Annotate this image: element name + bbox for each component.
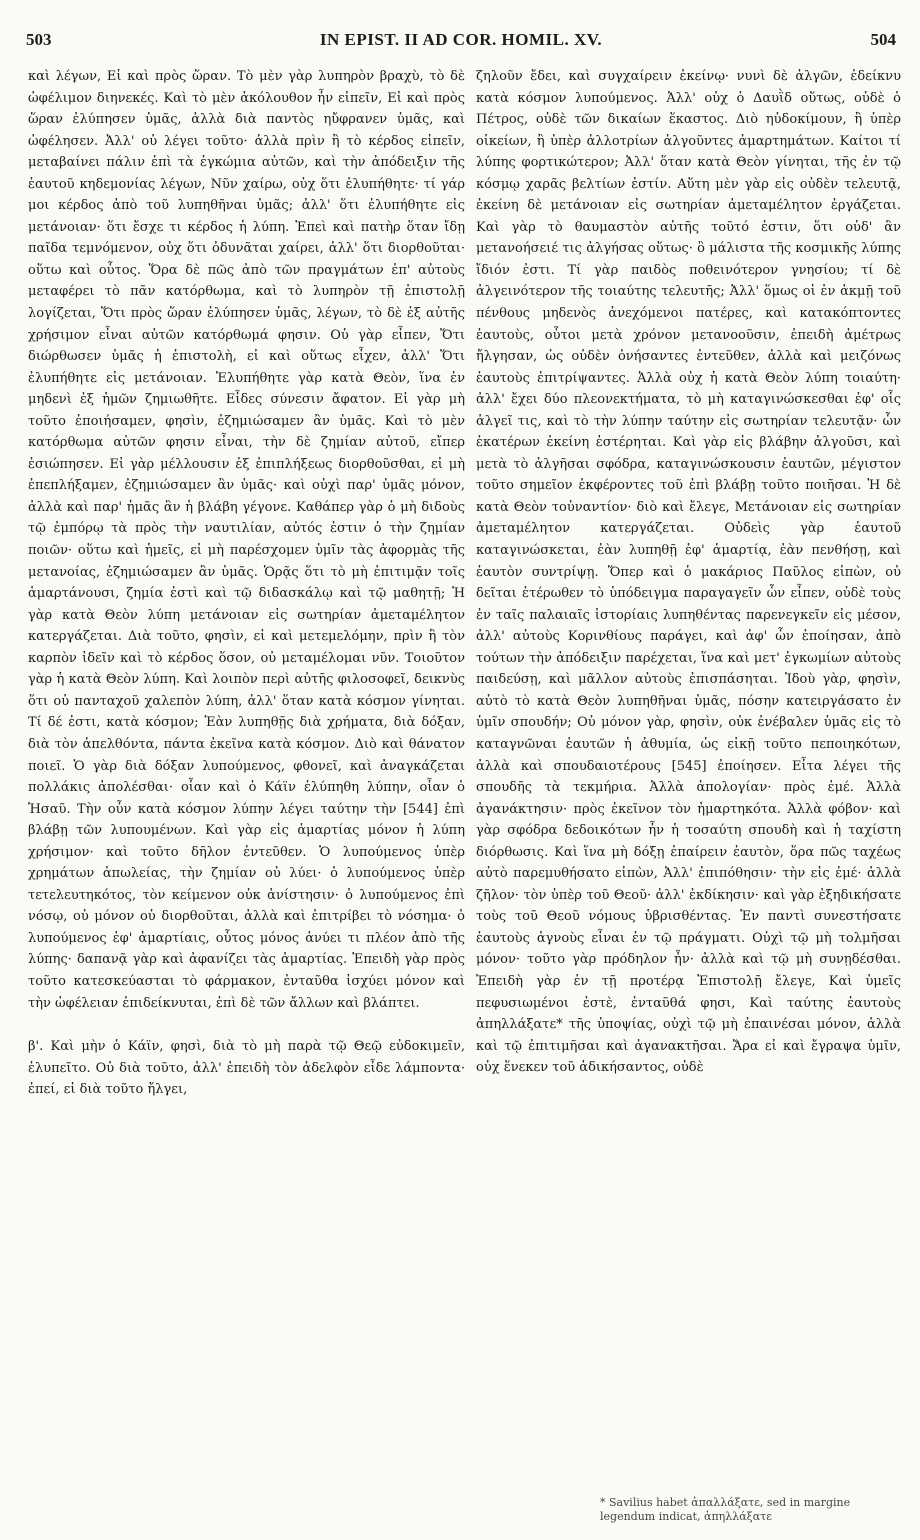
page-number-right: 504: [870, 30, 896, 49]
right-column: [476, 66, 901, 1079]
footnote: * Savilius habet ἀπαλλάξατε, sed in margine legendum indicat, ἀπηλλάξατε: [600, 1496, 851, 1523]
left-paragraph-2: β'. Καὶ μὴν ὁ Κάϊν, φησὶ, διὰ τὸ μὴ παρὰ τῷ Θεῷ εὐδοκιμεῖν, ἐλυπεῖτο. Οὐ διὰ τοῦτο, ἀλλ' ἐπειδὴ τὸν ἀδελφὸν εἶδε λάμποντα· ἐπεί, εἰ διὰ τοῦτο ἤλγει,: [28, 1039, 465, 1098]
page-number-left: 503: [26, 30, 52, 49]
right-paragraph-1: ζηλοῦν ἔδει, καὶ συγχαίρειν ἐκείνῳ· νυνὶ δὲ ἀλγῶν, ἐδείκνυ κατὰ κόσμον λυπούμενος. Ἀλλ' οὐχ ὁ Δαυῒδ οὕτως, οὐδὲ ὁ Πέτρος, οὐδὲ τῶν δικαίων ἕκαστος. Διὸ ηὐδοκίμουν, ἢ ὑπὲρ οἰκείων, ἢ ὑπὲρ ἀλλοτρίων ἀλγοῦντες ἁμαρτημάτων. Καίτοι τί λύπης φορτικώτερον; Ἀλλ' ὅταν κατὰ Θεὸν γίνηται, τῆς ἐν τῷ κόσμῳ χαρᾶς βελτίων ἐστίν. Αὕτη μὲν γὰρ εἰς οὐδὲν τελευτᾷ, ἐκείνη δὲ μετάνοιαν εἰς σωτηρίαν ἀμεταμέλητον ἐργάζεται. Καὶ γὰρ τὸ θαυμαστὸν αὐτῆς τοῦτό ἐστιν, ὅτι οὐδ' ἂν μετανοήσειέ τις ἀλγήσας οὕτως· ὃ μάλιστα τῆς κοσμικῆς λύπης ἴδιόν ἐστι. Τί γὰρ παιδὸς ποθεινότερον γνησίου; τί δὲ ἀλγεινότερον τῆς τοιαύτης τελευτῆς; Ἀλλ' ὅμως οἱ ἐν ἀκμῇ τοῦ πένθους μηδενὸς ἀνεχόμενοι πατέρες, καὶ κατακόπτοντες ἑαυτοὺς, οὗτοι μετὰ χρόνον μετανοοῦσιν, ἐπειδὴ ἀμέτρως ἤλγησαν, ὡς οὐδὲν ὀνήσαντες ἐντεῦθεν, ἀλλὰ καὶ μειζόνως ἑαυτοὺς ἐπιτρίψαντες. Ἀλλὰ οὐχ ἡ κατὰ Θεὸν λύπη τοιαύτη· ἀλλ' ἔχει δύο πλεονεκτήματα, τὸ μὴ καταγινώσκεσθαι ἐφ' οἷς ἀλγεῖ τις, καὶ τὸ τὴν λύπην ταύτην εἰς σωτηρίαν τελευτᾷν· ὧν ἑκατέρων ἐκείνη ἐστέρηται. Καὶ γὰρ εἰς βλάβην ἀλγοῦσι, καὶ μετὰ τὸ ἀλγῆσαι σφόδρα, καταγινώσκουσιν ἑαυτῶν, μέγιστον τοῦτο σημεῖον ἐκφέροντες τοῦ ἐπὶ βλάβῃ τοῦτο ποιῆσαι. Ἡ δὲ κατὰ Θεὸν τοὐναντίον· διὸ καὶ ἔλεγε, Μετάνοιαν εἰς σωτηρίαν ἀμεταμέλητον κατεργάζεται. Οὐδεὶς γὰρ ἑαυτοῦ καταγινώσκεται, ἐὰν λυπηθῇ ἐφ' ἁμαρτίᾳ, ἐὰν πενθήσῃ, καὶ ἑαυτὸν συντρίψῃ. Ὅπερ καὶ ὁ μακάριος Παῦλος εἰπὼν, οὐ δεῖται ἑτέρωθεν τὸ ὑπόδειγμα παραγαγεῖν ὧν εἶπεν, οὐδὲ τοὺς ἐν ταῖς παλαιαῖς ἱστορίαις λυπηθέντας παρενεγκεῖν εἰς μέσον, ἀλλ' αὐτοὺς Κορινθίους παράγει, καὶ ἀφ' ὧν ἐποίησαν, ἀπὸ τούτων τὴν ἀπόδειξιν παρέχεται, ἵνα καὶ μετ' ἐγκωμίων αὐτοὺς παιδεύσῃ, καὶ μᾶλλον αὐτοὺς ἐπισπάσηται. Ἰδοὺ γὰρ, φησὶν, αὐτὸ τὸ κατὰ Θεὸν λυπηθῆναι ὑμᾶς, πόσην κατειργάσατο ἐν ὑμῖν σπουδήν; Οὐ μόνον γὰρ, φησὶν, οὐκ ἐνέβαλεν ὑμᾶς εἰς τὸ καταγνῶναι ἑαυτῶν ἡ ἀθυμία, ὡς εἰκῇ τοῦτο πεποιηκότων, ἀλλὰ καὶ σπουδαιοτέρους [545] ἐποίησεν. Εἶτα λέγει τῆς σπουδῆς τὰ τεκμήρια. Ἀλλὰ ἀπολογίαν· πρὸς ἐμέ. Ἀλλὰ ἀγανάκτησιν· πρὸς ἐκεῖνον τὸν ἡμαρτηκότα. Ἀλλὰ φόβον· καὶ γὰρ σφόδρα δεδοικότων ἦν ἡ τοσαύτη σπουδὴ καὶ ἡ ταχίστη διόρθωσις. Καὶ ἵνα μὴ δόξῃ ἐπαίρειν ἑαυτὸν, ὅρα πῶς ταχέως αὐτὸ παρεμυθήσατο εἰπὼν, Ἀλλ' ἐπιπόθησιν· τὴν εἰς ἐμέ· ἀλλὰ ζῆλον· τὸν ὑπὲρ τοῦ Θεοῦ· ἀλλ' ἐκδίκησιν· καὶ γὰρ ἐξηδικήσατε τοὺς τοῦ Θεοῦ νόμους ὑβρισθέντας. Ἐν παντὶ συνεστήσατε ἑαυτοὺς ἁγνοὺς εἶναι ἐν τῷ πράγματι. Οὐχὶ τῷ μὴ τολμῆσαι μόνον· τοῦτο γὰρ πρόδηλον ἦν· ἀλλὰ καὶ τῷ μὴ συνῃδέσθαι. Ἐπειδὴ γὰρ ἐν τῇ προτέρᾳ Ἐπιστολῇ ἔλεγε, Καὶ ὑμεῖς πεφυσιωμένοι ἐστὲ, ἐνταῦθά φησι, Καὶ ταύτης ἑαυτοὺς ἀπηλλάξατε* τῆς ὑποψίας, οὐχὶ τῷ μὴ ἐπαινέσαι μόνον, ἀλλὰ καὶ τῷ ἐπιτιμῆσαι καὶ ἀγανακτῆσαι. Ἄρα εἰ καὶ ἔγραψα ὑμῖν, οὐχ ἕνεκεν τοῦ ἀδικήσαντος, οὐδὲ: [476, 69, 901, 1076]
running-header: [26, 30, 896, 56]
left-column: [28, 66, 465, 1101]
left-paragraph-1: καὶ λέγων, Εἰ καὶ πρὸς ὥραν. Τὸ μὲν γὰρ λυπηρὸν βραχὺ, τὸ δὲ ὠφέλιμον διηνεκές. Καὶ τὸ μὲν ἀκόλουθον ἦν εἰπεῖν, Εἰ καὶ πρὸς ὥραν ἐλύπησεν ὑμᾶς, ἀλλὰ διὰ παντὸς ηὔφρανεν ὑμᾶς, καὶ ὠφέλησεν. Ἀλλ' οὐ λέγει τοῦτο· ἀλλὰ πρὶν ἢ τὸ κέρδος εἰπεῖν, μεταβαίνει πάλιν ἐπὶ τὰ ἐγκώμια αὐτῶν, καὶ τὴν ἀπόδειξιν τῆς ἑαυτοῦ κηδεμονίας λέγων, Νῦν χαίρω, οὐχ ὅτι ἐλυπήθητε· τί γάρ μοι κέρδος ἀπὸ τοῦ λυπηθῆναι ὑμᾶς; ἀλλ' ὅτι ἐλυπήθητε εἰς μετάνοιαν· ὅτι ἔσχε τι κέρδος ἡ λύπη. Ἐπεὶ καὶ πατὴρ ὅταν ἴδῃ παῖδα τεμνόμενον, οὐχ ὅτι ὀδυνᾶται χαίρει, ἀλλ' ὅτι διορθοῦται· οὕτω καὶ οὗτος. Ὅρα δὲ πῶς ἀπὸ τῶν πραγμάτων ἐπ' αὐτοὺς μεταφέρει τὸ πᾶν κατόρθωμα, καὶ τὸ λυπηρὸν τῇ ἐπιστολῇ λογίζεται, Ὅτι πρὸς ὥραν ἐλύπησεν ὑμᾶς, λέγων, τὸ δὲ ἐξ αὐτῆς χρήσιμον εἶναι αὐτῶν κατόρθωμά φησιν. Οὐ γὰρ εἶπεν, Ὅτι διώρθωσεν ὑμᾶς ἡ ἐπιστολὴ, εἰ καὶ οὕτως εἶχεν, ἀλλ' Ὅτι ἐλυπήθητε εἰς μετάνοιαν. Ἐλυπήθητε γὰρ κατὰ Θεὸν, ἵνα ἐν μηδενὶ ἐξ ἡμῶν ζημιωθῆτε. Εἶδες σύνεσιν ἄφατον. Εἰ γὰρ μὴ τοῦτο ἐποιήσαμεν, φησὶν, ἐζημιώσαμεν ἂν ὑμᾶς. Καὶ τὸ μὲν κατόρθωμα αὐτῶν φησιν εἶναι, τὴν δὲ ζημίαν αὐτοῦ, εἴπερ ἐσιώπησεν. Εἰ γὰρ μέλλουσιν ἐξ ἐπιπλήξεως διορθοῦσθαι, εἰ μὴ ἐπεπλήξαμεν, ἐζημιώσαμεν ἂν ὑμᾶς· καὶ οὐχὶ παρ' ὑμᾶς μόνον, ἀλλὰ καὶ παρ' ἡμᾶς ἂν ἡ βλάβη γέγονε. Καθάπερ γὰρ ὁ μὴ διδοὺς τῷ ἐμπόρῳ τὰ πρὸς τὴν ναυτιλίαν, αὐτός ἐστιν ὁ τὴν ζημίαν ποιῶν· οὕτω καὶ ἡμεῖς, εἰ μὴ παρέσχομεν ὑμῖν τὰς ἀφορμὰς τῆς μετανοίας, ἐζημιώσαμεν ἂν ὑμᾶς. Ὁρᾷς ὅτι τὸ μὴ ἐπιτιμᾷν τοῖς ἁμαρτάνουσι, ζημία ἐστὶ καὶ τῷ διδασκάλῳ καὶ τῷ μαθητῇ; Ἡ γὰρ κατὰ Θεὸν λύπη μετάνοιαν εἰς σωτηρίαν ἀμεταμέλητον κατεργάζεται. Διὰ τοῦτο, φησὶν, εἰ καὶ μετεμελόμην, πρὶν ἢ τὸν καρπὸν ἰδεῖν καὶ τὸ κέρδος ὅσον, οὐ μεταμέλομαι νῦν. Τοιοῦτον γὰρ ἡ κατὰ Θεὸν λύπη. Καὶ λοιπὸν περὶ αὐτῆς φιλοσοφεῖ, δεικνὺς ὅτι οὐ πανταχοῦ χαλεπὸν λύπη, ἀλλ' ὅταν κατὰ κόσμον γίνηται. Τί δέ ἐστι, κατὰ κόσμον; Ἐὰν λυπηθῇς διὰ χρήματα, διὰ δόξαν, διὰ τὸν ἀπελθόντα, πάντα ἐκεῖνα κατὰ κόσμον. Διὸ καὶ θάνατον ποιεῖ. Ὁ γὰρ διὰ δόξαν λυπούμενος, φθονεῖ, καὶ ἀναγκάζεται πολλάκις ἀπολέσθαι· οἷαν καὶ ὁ Κάϊν ἐλύπηθη λύπην, οἷαν ὁ Ἡσαῦ. Τὴν οὖν κατὰ κόσμον λύπην λέγει ταύτην τὴν [544] ἐπὶ βλάβῃ τῶν λυπουμένων. Καὶ γὰρ εἰς ἁμαρτίας μόνον ἡ λύπη χρήσιμον· καὶ τοῦτο δῆλον ἐντεῦθεν. Ὁ λυπούμενος ὑπὲρ χρημάτων ἀπωλείας, τὴν ζημίαν οὐ λύει· ὁ λυπούμενος ὑπὲρ τετελευτηκότος, τὸν κείμενον οὐκ ἀνίστησιν· ὁ λυπούμενος ἐπὶ νόσῳ, οὐ μόνον οὐ διορθοῦται, ἀλλὰ καὶ ἐπιτρίβει τὸ νόσημα· ὁ λυπούμενος ἐφ' ἁμαρτίαις, οὗτος μόνος ἀνύει τι πλέον ἀπὸ τῆς λύπης· δαπανᾷ γὰρ καὶ ἀφανίζει τὰς ἁμαρτίας. Ἐπειδὴ γὰρ πρὸς τοῦτο κατεσκεύασται τὸ φάρμακον, ἐνταῦθα ἰσχύει μόνον καὶ τὴν ὠφέλειαν ἐπιδείκνυται, ἐπὶ δὲ τῶν ἄλλων καὶ βλάπτει.: [28, 69, 465, 1011]
running-title: IN EPIST. II AD COR. HOMIL. XV.: [319, 30, 603, 49]
